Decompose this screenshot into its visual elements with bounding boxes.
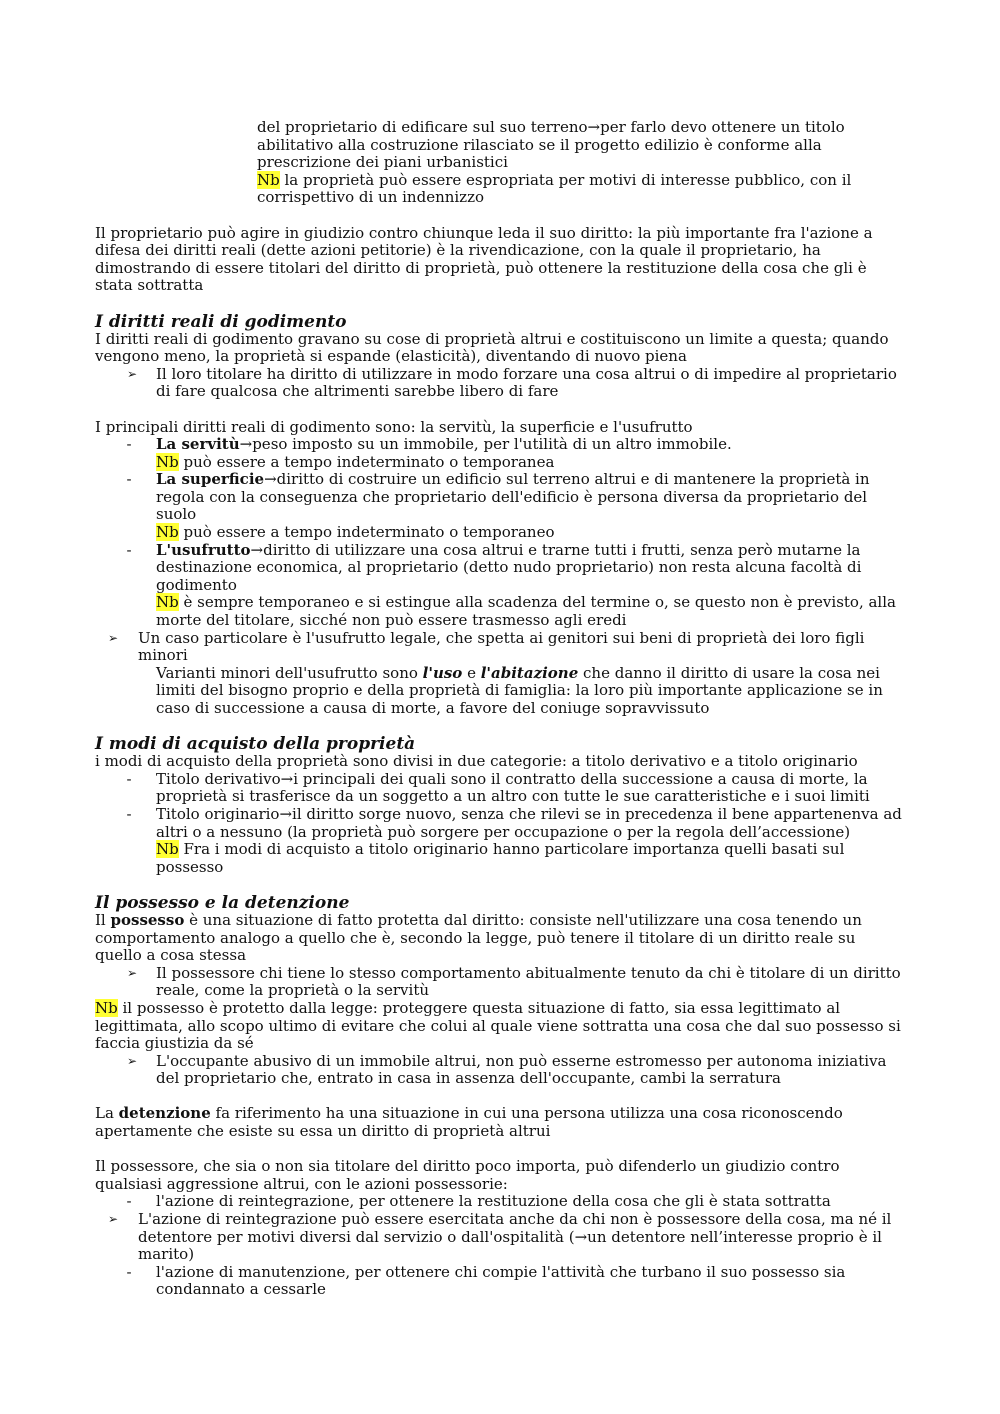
definition: l'azione di reintegrazione, per ottenere la restituzione della cosa che gli è stata sottratta [156, 1192, 831, 1211]
arrow-bullet-item [95, 1211, 905, 1264]
arrow-bullet-icon: ➢ [126, 965, 138, 980]
bullet-text: Il loro titolare ha diritto di utilizzare in modo forzare una cosa altrui o di impedire al proprietario di fare qualcosa che altrimenti sarebbe libero di fare [156, 364, 897, 401]
term: L'usufrutto [156, 540, 251, 559]
paragraph [95, 912, 905, 965]
text: e [462, 663, 481, 682]
nb-text: è sempre temporaneo e si estingue alla scadenza del termine o, se questo non è previsto, alla morte del titolare, sicché non può essere trasmesso agli eredi [156, 593, 896, 630]
bullet-text: Un caso particolare è l'usufrutto legale, che spetta ai genitori sui beni di proprietà dei loro figli minori [138, 628, 865, 665]
nb-highlight: Nb [156, 840, 179, 859]
nb-highlight: Nb [257, 170, 280, 189]
text: che danno il diritto di usare la cosa nei limiti del bisogno proprio e della proprietà di famiglia: la loro più importante applicazione se in caso di successione a causa di morte, a favore del coniuge sopravvissuto [156, 663, 883, 717]
arrow-bullet-icon: ➢ [107, 630, 119, 645]
dash-marker: - [126, 540, 132, 559]
arrow-bullet-item [95, 1053, 905, 1088]
dash-list-item [95, 542, 905, 630]
bullet-text: L'occupante abusivo di un immobile altrui, non può esserne estromesso per autonoma iniziativa del proprietario che, entrato in casa in assenza dell'occupante, cambi la serratura [156, 1051, 887, 1088]
term: possesso [110, 910, 185, 929]
dash-list-item [95, 471, 905, 541]
paragraph: del proprietario di edificare sul suo terreno→per farlo devo ottenere un titolo abilitativo alla costruzione rilasciato se il progetto edilizio è conforme alla prescrizione dei piani urbanistici [257, 118, 845, 172]
dash-marker: - [126, 804, 132, 823]
nb-text: può essere a tempo indeterminato o temporaneo [178, 523, 555, 542]
term: La servitù [156, 435, 240, 454]
dash-list-item [95, 1193, 905, 1211]
definition: →diritto di utilizzare una cosa altrui e trarne tutti i frutti, senza però mutarne la destinazione economica, al proprietario (detto nudo proprietario) non resta alcuna facoltà di godimento [156, 540, 862, 594]
paragraph: I principali diritti reali di godimento sono: la servitù, la superficie e l'usufrutto [95, 417, 693, 436]
document-page [95, 119, 905, 1299]
definition: Titolo derivativo→i principali dei quali sono il contratto della successione a causa di morte, la proprietà si trasferisce da un soggetto a un altro con tutte le sue caratteristiche e i suoi limiti [156, 769, 870, 806]
nb-text: può essere a tempo indeterminato o temporanea [178, 452, 555, 471]
section-heading: I modi di acquisto della proprietà [95, 734, 416, 755]
term: detenzione [118, 1104, 211, 1123]
definition: Titolo originario→il diritto sorge nuovo, senza che rilevi se in precedenza il bene appartenenva ad altri o a nessuno (la proprietà può sorgere per occupazione o per la regola dell’accessione) [156, 804, 902, 841]
text: La [95, 1104, 119, 1123]
nb-highlight: Nb [95, 998, 118, 1017]
section-heading: Il possesso e la detenzione [95, 892, 350, 913]
paragraph: I diritti reali di godimento gravano su cose di proprietà altrui e costituiscono un limite a questa; quando vengono meno, la proprietà si espande (elasticità), diventando di nuovo piena [95, 329, 889, 366]
nb-highlight: Nb [156, 593, 179, 612]
dash-marker: - [126, 1192, 132, 1211]
text: Il [95, 910, 111, 929]
nb-text: il possesso è protetto dalla legge: proteggere questa situazione di fatto, sia essa legittimato al legittimata, allo scopo ultimo di evitare che colui al quale viene sottratta una cosa che dal suo possesso si faccia giustizia da sé [95, 998, 901, 1053]
dash-list-item [95, 436, 905, 471]
section-heading: I diritti reali di godimento [95, 311, 347, 332]
arrow-bullet-icon: ➢ [126, 366, 138, 381]
nb-paragraph [95, 1000, 905, 1053]
term: l'abitazione [480, 663, 579, 682]
text: è una situazione di fatto protetta dal diritto: consiste nell'utilizzare una cosa tenendo un comportamento analogo a quello che è, secondo la legge, può tenere il titolare di un diritto reale su quello a cosa stessa [95, 910, 862, 965]
dash-marker: - [126, 435, 132, 454]
text: fa riferimento ha una situazione in cui una persona utilizza una cosa riconoscendo apertamente che esiste su essa un diritto di proprietà altrui [95, 1104, 843, 1141]
term: La superficie [156, 470, 265, 489]
bullet-text: L'azione di reintegrazione può essere esercitata anche da chi non è possessore della cosa, ma né il detentore per motivi diversi dal servizio o dall'ospitalità (→un detentore nell’interesse proprio è il marito) [138, 1210, 892, 1264]
definition: →peso imposto su un immobile, per l'utilità di un altro immobile. [239, 435, 732, 454]
dash-marker: - [126, 470, 132, 489]
nb-paragraph [257, 172, 905, 207]
paragraph: i modi di acquisto della proprietà sono divisi in due categorie: a titolo derivativo e a titolo originario [95, 752, 858, 771]
arrow-bullet-icon: ➢ [107, 1212, 119, 1227]
nb-text: Fra i modi di acquisto a titolo originario hanno particolare importanza quelli basati sul possesso [156, 840, 845, 876]
nb-highlight: Nb [156, 523, 179, 542]
dash-list-item [95, 1264, 905, 1299]
paragraph: Il proprietario può agire in giudizio contro chiunque leda il suo diritto: la più importante fra l'azione a difesa dei diritti reali (dette azioni petitorie) è la rivendicazione, con la quale il proprietario, ha dimostrando di essere titolari del diritto di proprietà, può ottenere la restituzione della cosa che gli è stata sottratta [95, 223, 873, 295]
dash-marker: - [126, 1262, 132, 1281]
dash-marker: - [126, 769, 132, 788]
arrow-bullet-item [95, 630, 905, 665]
definition: l'azione di manutenzione, per ottenere chi compie l'attività che turbano il suo possesso sia condannato a cessarle [156, 1262, 846, 1299]
dash-list-item [95, 806, 905, 876]
nb-text: la proprietà può essere espropriata per motivi di interesse pubblico, con il corrispettivo di un indennizzo [257, 170, 852, 207]
paragraph [95, 665, 905, 718]
nb-highlight: Nb [156, 452, 179, 471]
dash-list-item [95, 771, 905, 806]
arrow-bullet-icon: ➢ [126, 1053, 138, 1068]
paragraph [95, 1105, 905, 1140]
definition: →diritto di costruire un edificio sul terreno altrui e di mantenere la proprietà in regola con la conseguenza che proprietario dell'edificio è persona diversa da proprietario del suolo [156, 470, 870, 524]
term: l'uso [422, 663, 463, 682]
bullet-text: Il possessore chi tiene lo stesso comportamento abitualmente tenuto da chi è titolare di un diritto reale, come la proprietà o la servitù [156, 963, 901, 1000]
intro-continuation [257, 119, 905, 207]
paragraph: Il possessore, che sia o non sia titolare del diritto poco importa, può difenderlo un giudizio contro qualsiasi aggressione altrui, con le azioni possessorie: [95, 1157, 840, 1193]
arrow-bullet-item [95, 965, 905, 1000]
arrow-bullet-item [95, 366, 905, 401]
text: Varianti minori dell'usufrutto sono [156, 663, 423, 682]
